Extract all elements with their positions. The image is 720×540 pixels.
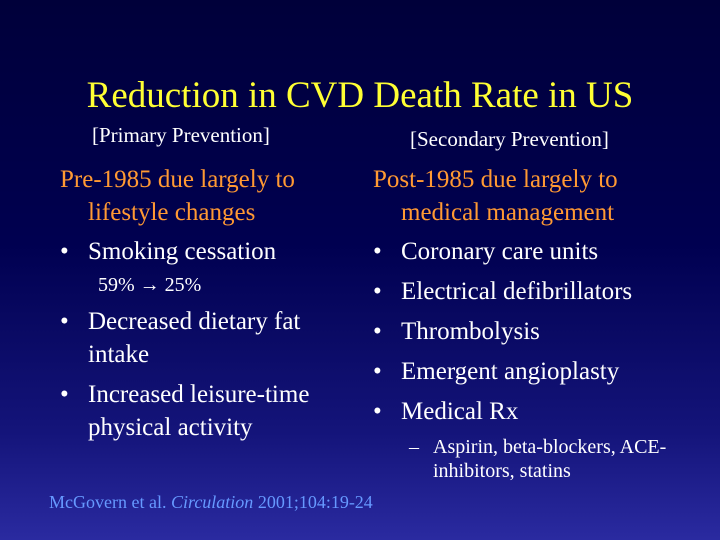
right-lead-text: Post-1985 due largely to medical management: [373, 166, 618, 226]
bullet-label: Decreased dietary fat intake: [88, 308, 301, 368]
left-bullet-smoking: [60, 235, 360, 268]
bullet-label: Increased leisure-time physical activity: [88, 381, 310, 441]
slide-title: Reduction in CVD Death Rate in US: [86, 75, 634, 116]
bullet-icon: •: [373, 278, 382, 305]
left-bullet-dietary-fat: [60, 305, 360, 371]
bullet-icon: •: [373, 398, 382, 425]
bullet-icon: •: [373, 238, 382, 265]
bullet-icon: •: [373, 358, 382, 385]
citation-authors: McGovern et al.: [49, 492, 167, 512]
bullet-label: Electrical defibrillators: [401, 278, 633, 305]
right-bullet-ccu: [373, 235, 703, 268]
smoking-rate-subitem: 59% → 25%: [98, 274, 202, 296]
bullet-label: Emergent angioplasty: [401, 358, 620, 385]
right-bullet-angioplasty: [373, 355, 703, 388]
right-bullet-defibrillators: [373, 275, 703, 308]
left-bullet-leisure-activity: [60, 378, 360, 444]
right-bullet-medical-rx: [373, 395, 703, 428]
left-lead-text: Pre-1985 due largely to lifestyle changes: [60, 166, 295, 226]
primary-prevention-heading: [Primary Prevention]: [92, 123, 270, 147]
bullet-label: Coronary care units: [401, 238, 599, 265]
subitem-label: Aspirin, beta-blockers, ACE-inhibitors, statins: [433, 436, 667, 482]
bullet-icon: •: [60, 308, 69, 335]
bullet-label: Smoking cessation: [88, 238, 277, 265]
left-column: [60, 163, 360, 451]
medical-rx-subitem: [373, 435, 703, 483]
citation-ref: 2001;104:19-24: [257, 492, 373, 512]
citation: [49, 492, 373, 513]
bullet-icon: •: [373, 318, 382, 345]
bullet-label: Medical Rx: [401, 398, 519, 425]
right-bullet-thrombolysis: [373, 315, 703, 348]
bullet-icon: •: [60, 238, 69, 265]
citation-journal: Circulation: [170, 492, 254, 512]
right-column: [373, 163, 703, 483]
bullet-icon: •: [60, 381, 69, 408]
bullet-label: Thrombolysis: [401, 318, 540, 345]
dash-icon: –: [409, 436, 419, 458]
secondary-prevention-heading: [Secondary Prevention]: [410, 127, 609, 151]
